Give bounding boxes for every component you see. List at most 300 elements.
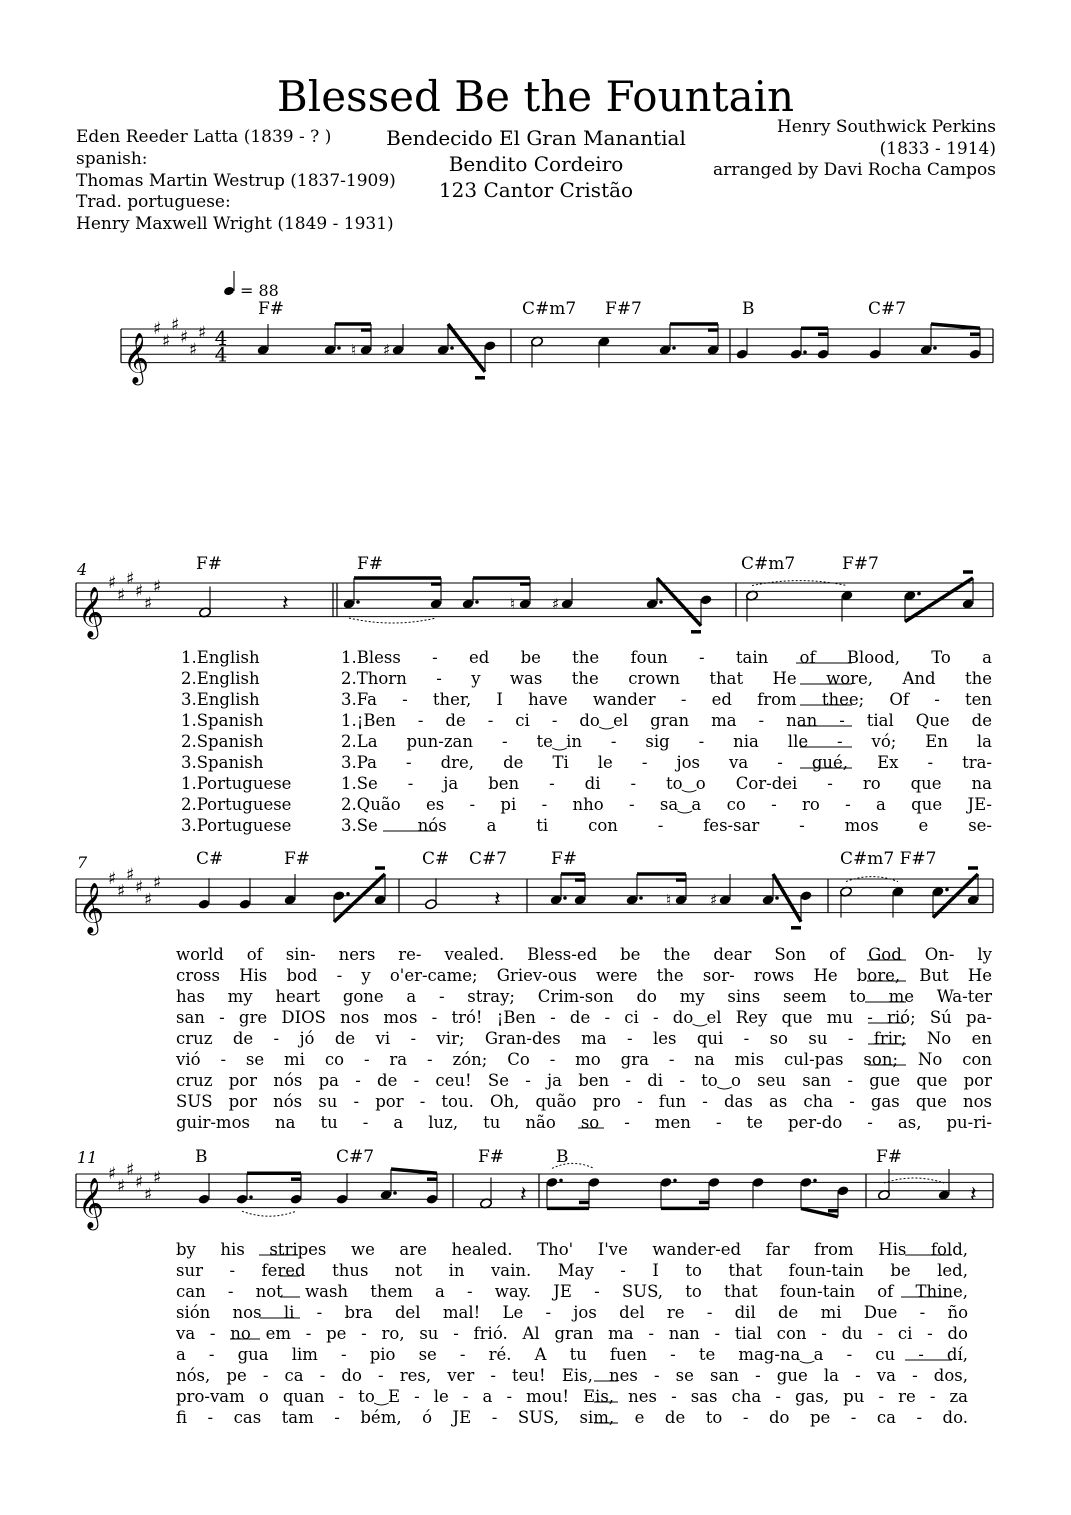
lyric-hyphen: - <box>353 1092 360 1111</box>
lyric-syllable: Bless-ed <box>527 945 598 964</box>
lyric-syllable: May <box>557 1261 594 1280</box>
lyric-syllable: o'er-came; <box>389 966 478 985</box>
lyric-hyphen: - <box>918 1345 924 1364</box>
chord-symbol: B <box>556 1147 569 1167</box>
lyric-hyphen: - <box>334 1408 340 1427</box>
lyric-syllable: of <box>829 945 846 964</box>
dot <box>563 896 567 900</box>
lyric-syllable: a <box>393 1113 404 1132</box>
lyric-syllable: sur <box>176 1261 203 1280</box>
lyric-hyphen: - <box>604 1008 611 1027</box>
lyric-hyphen: - <box>867 1008 873 1027</box>
lyric-syllable: by <box>176 1240 196 1259</box>
lyric-syllable: me <box>888 987 915 1006</box>
lyric-syllable: ther, <box>432 690 472 709</box>
sharp-icon: ♯ <box>198 323 207 344</box>
lyric-syllable: Gran-des <box>484 1029 561 1048</box>
lyric-hyphen: - <box>207 1408 214 1427</box>
lyric-syllable: nes <box>628 1387 657 1406</box>
dot <box>813 1179 817 1183</box>
lyric-syllable: za <box>949 1387 968 1406</box>
lyric-hyphen: - <box>550 1008 556 1027</box>
lyric-syllable: sas <box>690 1387 718 1406</box>
lyric-syllable: No <box>926 1029 952 1048</box>
lyric-syllable: I <box>496 690 503 709</box>
subtitle-hymnal: 123 Cantor Cristão <box>438 178 634 202</box>
lyric-syllable: le <box>597 753 613 772</box>
chord-symbol: F# <box>478 1147 505 1167</box>
lyric-syllable: ver <box>447 1366 475 1385</box>
lyric-syllable: gas, <box>794 1387 830 1406</box>
lyric-syllable: cul-pas <box>783 1050 844 1069</box>
dot <box>659 600 663 604</box>
lyric-hyphen: - <box>341 1345 347 1364</box>
lyric-syllable: a <box>486 816 497 835</box>
lyric-hyphen: - <box>436 669 442 688</box>
quarter-rest-icon: 𝄽 <box>494 887 501 913</box>
chord-symbol: F# <box>551 849 578 869</box>
lyric-syllable: stray; <box>467 987 515 1006</box>
lyric-hyphen: - <box>419 1092 426 1111</box>
lyric-syllable: we <box>350 1240 375 1259</box>
lyric-hyphen: - <box>929 1387 936 1406</box>
lyric-syllable: of <box>246 945 263 964</box>
lyric-syllable: that <box>728 1261 763 1280</box>
lyric-syllable: Eis, <box>561 1366 593 1385</box>
lyric-syllable: jos <box>573 1303 597 1322</box>
lyric-syllable: por <box>963 1071 992 1090</box>
lyric-syllable: ti <box>536 816 549 835</box>
natural-icon: ♮ <box>351 341 357 359</box>
lyric-syllable: va <box>729 753 749 772</box>
lyric-syllable: ó <box>422 1408 433 1427</box>
lyric-syllable: ja <box>547 1071 562 1090</box>
lyric-syllable: the <box>656 966 684 985</box>
sharp-icon: ♯ <box>153 1168 162 1189</box>
lyric-syllable: se <box>245 1050 265 1069</box>
lyric-syllable: led, <box>937 1261 968 1280</box>
lyric-hyphen: - <box>410 1029 417 1048</box>
lyric-syllable: frir; <box>873 1029 907 1048</box>
verse-label: 1.Portuguese <box>181 774 292 793</box>
lyric-syllable: ca <box>284 1366 304 1385</box>
lyric-hyphen: - <box>545 1303 552 1322</box>
lyric-syllable: sa‿a <box>659 795 702 814</box>
lyric-syllable: He <box>813 966 838 985</box>
lyric-syllable: Cor-dei <box>735 774 798 793</box>
lyric-syllable: have <box>528 690 568 709</box>
sharp-icon: ♯ <box>144 890 153 910</box>
lyric-hyphen: - <box>671 1387 677 1406</box>
lyric-syllable: co <box>726 795 746 814</box>
lyric-hyphen: - <box>209 1324 216 1343</box>
lyric-syllable: cas <box>233 1408 262 1427</box>
lyric-syllable: san <box>176 1008 205 1027</box>
lyric-syllable: tain <box>735 648 769 667</box>
chord-symbol: C#m7 <box>741 554 796 574</box>
lyric-syllable: seem <box>782 987 827 1006</box>
sharp-icon: ♯ <box>135 581 144 602</box>
lyric-syllable: nos <box>962 1092 992 1111</box>
lyric-syllable: pu-ri- <box>946 1113 992 1132</box>
lyric-syllable: del <box>394 1303 421 1322</box>
lyric-syllable: gran <box>554 1324 594 1343</box>
lyric-syllable: Oh, <box>489 1092 520 1111</box>
lyric-syllable: en <box>971 1029 992 1048</box>
lyric-syllable: do <box>947 1324 968 1343</box>
lyric-syllable: But <box>919 966 949 985</box>
lyric-syllable: dear <box>713 945 752 964</box>
lyric-syllable: nós, <box>176 1366 211 1385</box>
lyric-syllable: not <box>255 1282 283 1301</box>
lyric-hyphen: - <box>491 1408 498 1427</box>
lyric-hyphen: - <box>845 795 851 814</box>
lyric-hyphen: - <box>648 1324 654 1343</box>
sharp-icon: ♯ <box>135 1172 144 1193</box>
lyric-syllable: mal! <box>442 1303 481 1322</box>
sharp-icon: ♯ <box>144 1185 153 1205</box>
lyric-syllable: qui <box>696 1029 724 1048</box>
lyric-hyphen: - <box>361 1324 367 1343</box>
lyric-syllable: ma <box>581 1029 607 1048</box>
chord-symbol: C#7 <box>336 1147 375 1167</box>
lyric-syllable: his <box>220 1240 245 1259</box>
lyric-syllable: He <box>967 966 992 985</box>
lyric-syllable: God <box>868 945 902 964</box>
lyric-syllable: cha <box>803 1092 834 1111</box>
lyric-syllable: the <box>571 669 599 688</box>
lyric-syllable: fes-sar <box>703 816 760 835</box>
lyric-syllable: guir-mos <box>176 1113 250 1132</box>
sharp-icon: ♯ <box>117 881 126 902</box>
lyric-syllable: re- <box>398 945 422 964</box>
chord-symbol: F# <box>258 299 285 319</box>
credit-arranger: arranged by Davi Rocha Campos <box>713 160 996 180</box>
quarter-rest-icon: 𝄽 <box>970 1182 977 1208</box>
lyric-syllable: nan <box>668 1324 700 1343</box>
lyric-hyphen: - <box>706 1303 713 1322</box>
measure-number: 7 <box>77 853 88 872</box>
lyric-hyphen: - <box>927 1324 933 1343</box>
lyric-hyphen: - <box>413 1071 420 1090</box>
lyric-syllable: my <box>227 987 253 1006</box>
lyric-hyphen: - <box>549 774 555 793</box>
lyric-syllable: les <box>652 1029 677 1048</box>
lyric-syllable: He <box>772 669 797 688</box>
lyric-syllable: vió <box>176 1050 201 1069</box>
lyric-hyphen: - <box>407 774 414 793</box>
treble-clef-icon: 𝄞 <box>78 586 105 638</box>
lyric-syllable: Se <box>487 1071 509 1090</box>
lyric-syllable: ro, <box>381 1324 405 1343</box>
lyric-syllable: to‿o <box>701 1071 741 1090</box>
chord-symbol: F# <box>357 554 384 574</box>
lyric-syllable: dos, <box>933 1366 968 1385</box>
chord-symbol: B <box>742 299 755 319</box>
dot <box>803 350 807 354</box>
lyric-syllable: mi <box>820 1303 842 1322</box>
sharp-icon: ♯ <box>117 585 126 606</box>
lyric-syllable: foun-tain <box>788 1261 864 1280</box>
lyric-syllable: su <box>419 1324 439 1343</box>
lyric-syllable: are <box>399 1240 427 1259</box>
credit-portuguese-translator: Henry Maxwell Wright (1849 - 1931) <box>76 214 394 234</box>
treble-clef-icon: 𝄞 <box>123 332 150 384</box>
chord-symbol: C# <box>196 849 224 869</box>
lyric-syllable: bém, <box>360 1408 402 1427</box>
lyric-syllable: On- <box>924 945 955 964</box>
sharp-icon: ♯ <box>126 568 135 589</box>
lyric-hyphen: - <box>847 1071 853 1090</box>
lyric-hyphen: - <box>878 1387 885 1406</box>
lyric-syllable: te <box>698 1345 716 1364</box>
sharp-icon: ♯ <box>117 1176 126 1197</box>
dot <box>673 1179 677 1183</box>
lyric-syllable: wash <box>304 1282 349 1301</box>
lyric-syllable: de <box>334 1029 356 1048</box>
lyric-syllable: de <box>445 711 466 730</box>
lyric-hyphen: - <box>846 1345 853 1364</box>
lyric-hyphen: - <box>462 1387 469 1406</box>
lyric-syllable: 1.Bless <box>341 648 401 667</box>
lyric-hyphen: - <box>912 1366 918 1385</box>
lyric-syllable: va <box>876 1366 896 1385</box>
lyric-syllable: te‿in <box>536 732 582 751</box>
lyric-syllable: ja <box>443 774 459 793</box>
lyric-hyphen: - <box>867 1113 873 1132</box>
lyric-hyphen: - <box>702 1092 708 1111</box>
lyric-hyphen: - <box>919 1303 926 1322</box>
lyric-syllable: nós <box>273 1092 303 1111</box>
lyric-syllable: bod <box>286 966 318 985</box>
measure-number: 4 <box>77 560 88 579</box>
lyric-hyphen: - <box>208 1345 215 1364</box>
lyric-syllable: 3.Pa <box>341 753 377 772</box>
lyric-syllable: tu <box>569 1345 587 1364</box>
lyric-syllable: pe <box>226 1366 247 1385</box>
lyric-syllable: 3.Fa <box>341 690 377 709</box>
lyric-syllable: que <box>910 774 942 793</box>
lyric-syllable: seu <box>757 1071 786 1090</box>
lyric-syllable: 2.Quão <box>341 795 401 814</box>
lyric-syllable: tou. <box>441 1092 474 1111</box>
lyric-syllable: res, <box>399 1366 432 1385</box>
lyric-syllable: rows <box>753 966 795 985</box>
lyric-syllable: I've <box>597 1240 628 1259</box>
lyric-syllable: gué, <box>811 753 849 772</box>
lyric-syllable: son; <box>863 1050 899 1069</box>
lyric-syllable: gran <box>650 711 690 730</box>
chord-symbol: C#m7 F#7 <box>840 849 937 869</box>
lyric-syllable: gas <box>870 1092 900 1111</box>
lyric-syllable: por <box>228 1071 258 1090</box>
lyric-syllable: per-do <box>787 1113 843 1132</box>
sharp-icon: ♯ <box>108 1164 117 1184</box>
lyric-syllable: SUS, <box>621 1282 664 1301</box>
verse-label: 2.English <box>181 669 260 688</box>
lyric-syllable: na <box>694 1050 715 1069</box>
lyric-syllable: far <box>765 1240 790 1259</box>
lyric-syllable: Tho' <box>537 1240 574 1259</box>
lyric-hyphen: - <box>679 1071 685 1090</box>
lyric-syllable: la <box>823 1366 839 1385</box>
lyric-syllable: que <box>915 1092 947 1111</box>
lyric-syllable: way. <box>494 1282 532 1301</box>
lyric-syllable: pun-zan <box>406 732 474 751</box>
lyric-syllable: nos <box>340 1008 370 1027</box>
tie <box>349 618 436 623</box>
lyric-syllable: my <box>679 987 705 1006</box>
lyric-syllable: co <box>324 1050 345 1069</box>
lyric-syllable: do. <box>942 1408 968 1427</box>
lyric-syllable: rió; <box>886 1008 916 1027</box>
lyric-syllable: Crim-son <box>537 987 614 1006</box>
lyric-hyphen: - <box>453 1324 459 1343</box>
lyric-hyphen: - <box>501 732 508 751</box>
lyric-syllable: vain. <box>490 1261 532 1280</box>
lyric-syllable: ci <box>897 1324 913 1343</box>
credit-composer-dates: (1833 - 1914) <box>879 139 996 159</box>
lyric-syllable: To <box>931 648 951 667</box>
lyric-hyphen: - <box>490 1366 496 1385</box>
lyric-syllable: heart <box>275 987 321 1006</box>
lyric-syllable: tial <box>866 711 894 730</box>
dot <box>337 346 341 350</box>
lyric-syllable: dre, <box>440 753 475 772</box>
lyric-syllable: frió. <box>473 1324 508 1343</box>
sharp-icon: ♯ <box>162 331 171 352</box>
lyric-hyphen: - <box>431 1008 438 1027</box>
lyric-syllable: of <box>799 648 816 667</box>
lyric-syllable: to <box>685 1282 702 1301</box>
lyric-syllable: in <box>448 1261 465 1280</box>
natural-icon: ♮ <box>510 595 516 613</box>
lyric-hyphen: - <box>610 732 617 751</box>
chord-symbol: F# <box>196 554 223 574</box>
lyric-syllable: be <box>520 648 541 667</box>
verse-label: 3.Spanish <box>181 753 264 772</box>
chord-symbol: F# <box>284 849 311 869</box>
lyric-syllable: la <box>976 732 992 751</box>
verse-label: 3.English <box>181 690 260 709</box>
lyric-hyphen: - <box>699 648 705 667</box>
dot <box>346 892 350 896</box>
lyric-hyphen: - <box>625 1071 631 1090</box>
lyric-syllable: teu! <box>512 1366 546 1385</box>
lyric-syllable: cruz <box>176 1071 213 1090</box>
lyric-syllable: gra <box>620 1050 649 1069</box>
lyric-hyphen: - <box>775 1387 781 1406</box>
lyric-syllable: pu <box>843 1387 865 1406</box>
lyric-syllable: SUS, <box>517 1408 559 1427</box>
lyric-syllable: 1.¡Ben <box>341 711 396 730</box>
lyric-syllable: 1.Se <box>341 774 378 793</box>
sharp-icon: ♯ <box>144 594 153 614</box>
lyric-syllable: nós <box>417 816 447 835</box>
lyric-syllable: cross <box>176 966 220 985</box>
lyric-syllable: re <box>898 1387 916 1406</box>
dot <box>917 592 921 596</box>
lyric-syllable: foun-tain <box>779 1282 856 1301</box>
sharp-icon: ♯ <box>126 1159 135 1180</box>
lyric-hyphen: - <box>506 1387 513 1406</box>
lyric-syllable: se <box>418 1345 437 1364</box>
lyric-syllable: dí, <box>946 1345 968 1364</box>
lyric-hyphen: - <box>432 648 438 667</box>
lyric-syllable: gue <box>869 1071 901 1090</box>
lyric-syllable: Co <box>507 1050 530 1069</box>
lyric-syllable: 3.Se <box>341 816 378 835</box>
song-title: Blessed Be the Fountain <box>276 72 795 121</box>
lyric-hyphen: - <box>338 1387 345 1406</box>
lyric-syllable: fi <box>176 1408 188 1427</box>
sharp-icon: ♯ <box>383 341 391 359</box>
lyric-hyphen: - <box>641 753 648 772</box>
dot <box>356 600 360 604</box>
lyric-syllable: vó; <box>871 732 897 751</box>
lyric-syllable: não <box>525 1113 556 1132</box>
lyric-syllable: Al <box>522 1324 540 1343</box>
dot <box>450 346 454 350</box>
chord-symbol: F# <box>876 1147 903 1167</box>
lyric-syllable: pro <box>592 1092 621 1111</box>
lyric-syllable: de <box>971 711 992 730</box>
lyric-syllable: not <box>394 1261 423 1280</box>
lyric-syllable: quan <box>282 1387 325 1406</box>
treble-clef-icon: 𝄞 <box>78 1177 105 1229</box>
lyric-hyphen: - <box>847 1029 854 1048</box>
lyric-syllable: cu <box>875 1345 896 1364</box>
chord-symbol: B <box>195 1147 208 1167</box>
dot <box>945 888 949 892</box>
lyric-syllable: a <box>876 795 886 814</box>
lyric-syllable: mis <box>734 1050 765 1069</box>
lyric-syllable: di <box>647 1071 664 1090</box>
lyric-syllable: mu <box>826 1008 853 1027</box>
chord-symbol: F#7 <box>842 554 879 574</box>
lyric-syllable: dil <box>734 1303 756 1322</box>
sharp-icon: ♯ <box>153 319 162 339</box>
quarter-rest-icon: 𝄽 <box>282 591 289 617</box>
treble-clef-icon: 𝄞 <box>78 882 105 934</box>
lyric-syllable: Que <box>915 711 950 730</box>
lyric-syllable: 2.La <box>341 732 378 751</box>
verse-label: 2.Spanish <box>181 732 264 751</box>
lyric-syllable: cruz <box>176 1029 213 1048</box>
sharp-icon: ♯ <box>126 864 135 885</box>
lyric-syllable: vir; <box>436 1029 465 1048</box>
lyric-syllable: no <box>230 1324 251 1343</box>
lyric-syllable: pe <box>809 1408 831 1427</box>
lyric-syllable: sión <box>176 1303 211 1322</box>
lyric-syllable: ci <box>624 1008 639 1027</box>
lyric-syllable: Le <box>502 1303 524 1322</box>
lyric-hyphen: - <box>821 1324 827 1343</box>
tempo-quarter-note-icon <box>223 286 235 297</box>
lyric-hyphen: - <box>637 1092 643 1111</box>
credit-spanish-label: spanish: <box>76 149 148 169</box>
lyric-syllable: ro <box>862 774 881 793</box>
lyric-syllable: jó <box>299 1029 315 1048</box>
lyric-syllable: tu <box>320 1113 338 1132</box>
lyric-syllable: pi <box>500 795 517 814</box>
lyric-syllable: Of <box>889 690 910 709</box>
lyric-syllable: san <box>802 1071 832 1090</box>
lyric-syllable: mo <box>575 1050 601 1069</box>
lyric-syllable: re <box>666 1303 685 1322</box>
lyric-syllable: nia <box>733 732 759 751</box>
lyric-hyphen: - <box>220 1050 227 1069</box>
